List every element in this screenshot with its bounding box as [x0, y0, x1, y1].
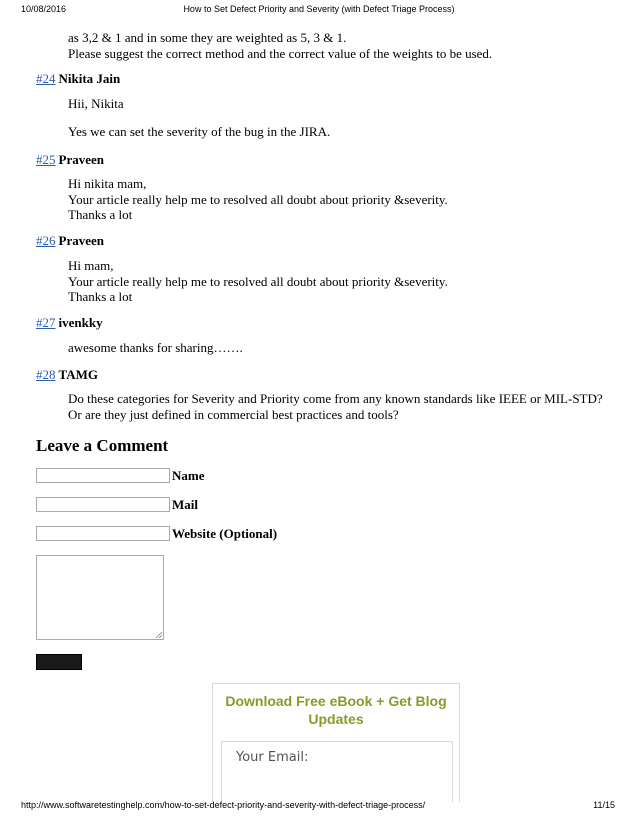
name-label: Name: [172, 468, 205, 483]
comment-body: Do these categories for Severity and Priority come from any known standards like IEEE or MIL-STD? Or are they just defined in commercial best practices and tools?: [68, 391, 603, 422]
resize-grip-icon[interactable]: [156, 632, 162, 638]
intro-line: Please suggest the correct method and the correct value of the weights to be used.: [68, 45, 493, 61]
intro-line: as 3,2 & 1 and in some they are weighted as 5, 3 & 1.: [68, 30, 347, 45]
comment-header: [36, 367, 98, 382]
comment-textarea[interactable]: [36, 555, 164, 640]
comment-permalink[interactable]: #25: [36, 152, 56, 167]
previous-comment-tail: [68, 30, 608, 61]
leave-comment-heading: Leave a Comment: [36, 436, 169, 455]
promo-email-placeholder: Your Email:: [236, 750, 309, 765]
print-footer: [0, 800, 638, 814]
comment-body: Hi mam, Your article really help me to resolved all doubt about priority &severity. Thanks a lot: [68, 258, 448, 304]
comment-header: [36, 315, 103, 330]
comment-author: Praveen: [58, 233, 104, 248]
ebook-promo-box: [212, 683, 460, 802]
comment-permalink[interactable]: #28: [36, 367, 56, 382]
comment-header: [36, 152, 104, 167]
print-header: [0, 2, 638, 18]
comment-header: [36, 233, 104, 248]
comment-permalink[interactable]: #24: [36, 71, 56, 86]
mail-label: Mail: [172, 497, 198, 512]
comment-header: [36, 71, 120, 86]
comment-author: TAMG: [58, 367, 98, 382]
print-date: 10/08/2016: [21, 4, 67, 14]
comment-body: awesome thanks for sharing…….: [68, 340, 243, 355]
promo-title: Download Free eBook + Get Blog Updates: [225, 693, 447, 727]
print-title: How to Set Defect Priority and Severity (with Defect Triage Process): [183, 4, 455, 14]
website-input[interactable]: [36, 526, 170, 541]
print-url: http://www.softwaretestinghelp.com/how-to-set-defect-priority-and-severity-with-defect-triage-process/: [21, 800, 426, 810]
comment-author: Nikita Jain: [58, 71, 121, 86]
comment-body: Yes we can set the severity of the bug in the JIRA.: [68, 124, 331, 139]
comment-body: Hi nikita mam, Your article really help me to resolved all doubt about priority &severity. Thanks a lot: [68, 176, 448, 222]
comment-body: Hii, Nikita: [68, 96, 124, 111]
comment-author: Praveen: [58, 152, 104, 167]
comment-permalink[interactable]: #26: [36, 233, 56, 248]
submit-comment-button[interactable]: [36, 654, 82, 670]
name-input[interactable]: [36, 468, 170, 483]
website-label: Website (Optional): [172, 526, 278, 541]
page-number: 11/15: [593, 800, 615, 810]
comment-author: ivenkky: [58, 315, 103, 330]
comment-permalink[interactable]: #27: [36, 315, 56, 330]
mail-input[interactable]: [36, 497, 170, 512]
